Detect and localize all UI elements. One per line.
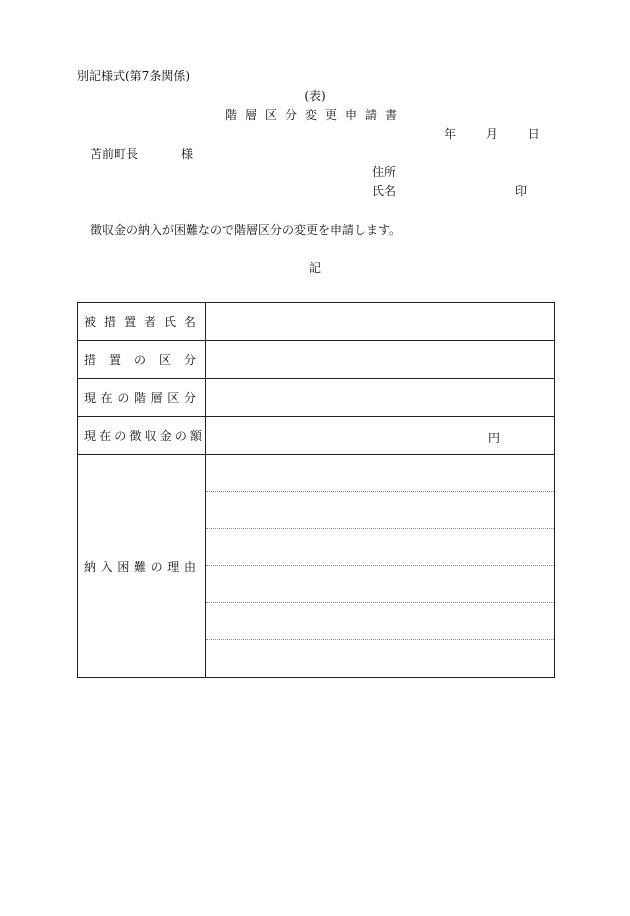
row-label-measure-category [78, 341, 206, 379]
label-char: の [174, 429, 187, 443]
form-label: 別記様式(第7条関係) [77, 69, 190, 83]
label-char: 現 [84, 429, 97, 443]
label-char: 区 [167, 391, 180, 405]
payment-difficulty-reason-field[interactable] [206, 455, 555, 678]
label-char: 置 [123, 315, 136, 329]
date-year-label: 年 [444, 127, 457, 141]
seal-label: 印 [515, 184, 528, 198]
yen-unit-label: 円 [487, 431, 500, 445]
reason-line[interactable] [206, 603, 554, 640]
addressee-honorific: 様 [181, 147, 194, 161]
label-char: 措 [103, 315, 116, 329]
label-char: 在 [99, 429, 112, 443]
ki-heading: 記 [308, 261, 321, 275]
label-char: 収 [144, 429, 157, 443]
reason-line[interactable] [206, 455, 554, 492]
label-char: 被 [84, 315, 97, 329]
label-char: 在 [100, 391, 113, 405]
date-day-label: 日 [527, 127, 540, 141]
label-char: 層 [150, 391, 163, 405]
label-char: 徴 [129, 429, 142, 443]
applicant-address-label: 住所 [372, 165, 397, 179]
person-name-field[interactable] [206, 303, 555, 341]
label-char: 置 [108, 353, 121, 367]
label-char: 入 [100, 559, 113, 574]
label-char: の [114, 429, 127, 443]
label-char: 階 [133, 391, 146, 405]
label-char: 名 [183, 315, 196, 329]
table-row [78, 341, 555, 379]
label-char: 氏 [163, 315, 176, 329]
measure-category-field[interactable] [206, 341, 555, 379]
label-char: 区 [158, 353, 171, 367]
row-label-person-name [78, 303, 206, 341]
addressee-name: 苫前町長 [90, 147, 139, 161]
row-label-current-tier [78, 379, 206, 417]
label-char: 難 [133, 559, 146, 574]
label-char: 分 [183, 353, 196, 367]
label-char: 現 [84, 391, 97, 405]
front-side-label: (表) [304, 89, 326, 103]
date-line [444, 125, 540, 142]
table-row [78, 303, 555, 341]
current-tier-field[interactable] [206, 379, 555, 417]
applicant-name-label: 氏名 [372, 184, 397, 198]
label-char: 困 [117, 559, 130, 574]
label-char: 金 [159, 429, 172, 443]
label-char: 者 [143, 315, 156, 329]
label-char: 額 [189, 429, 202, 443]
application-form-table [77, 302, 555, 678]
application-statement: 徴収金の納入が困難なので階層区分の変更を申請します。 [90, 223, 402, 237]
table-row [78, 455, 555, 678]
reason-lines [206, 455, 554, 677]
row-label-payment-difficulty-reason [78, 455, 206, 678]
table-row [78, 379, 555, 417]
current-amount-field[interactable] [206, 417, 555, 455]
reason-line[interactable] [206, 529, 554, 566]
row-label-current-amount [78, 417, 206, 455]
reason-line[interactable] [206, 492, 554, 529]
document-title: 階層区分変更申請書 [224, 108, 405, 122]
label-char: の [150, 559, 163, 574]
reason-line[interactable] [206, 640, 554, 677]
label-char: 理 [167, 559, 180, 574]
label-char: 由 [183, 559, 196, 574]
label-char: 分 [183, 391, 196, 405]
label-char: の [133, 353, 146, 367]
label-char: 措 [84, 353, 97, 367]
label-char: の [117, 391, 130, 405]
date-month-label: 月 [485, 127, 498, 141]
label-char: 納 [84, 559, 97, 574]
table-row [78, 417, 555, 455]
reason-line[interactable] [206, 566, 554, 603]
